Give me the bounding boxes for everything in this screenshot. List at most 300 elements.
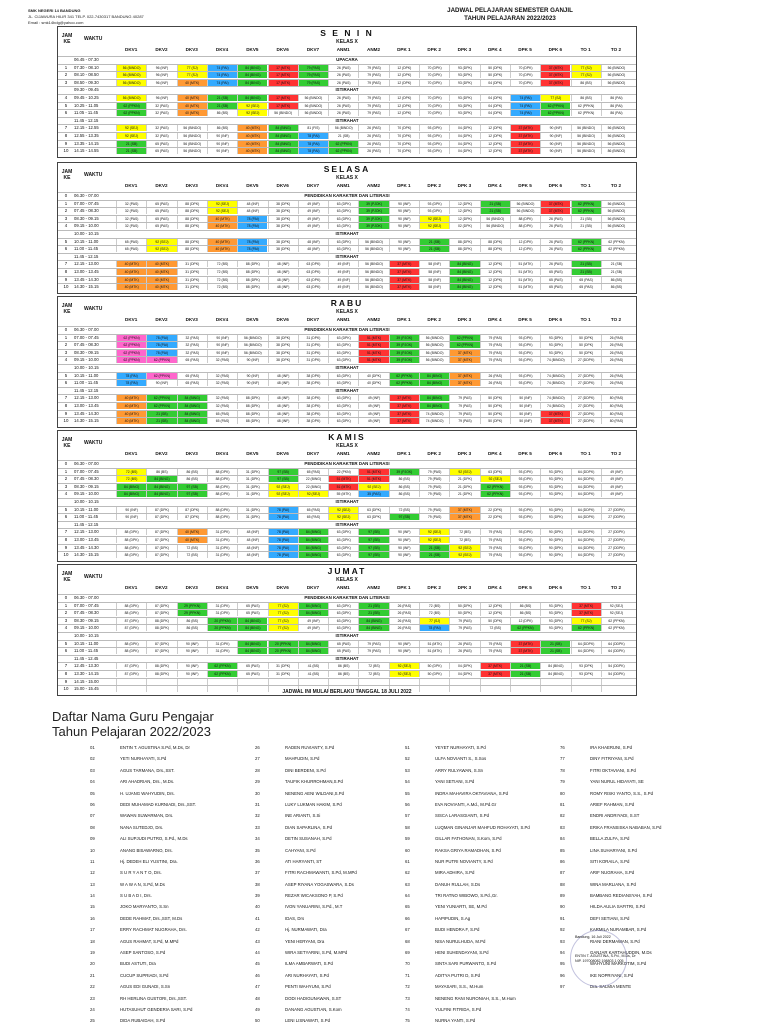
teacher-item [560,833,710,844]
schedule-cell: 21 (SB) [601,261,631,267]
schedule-cell: 74 (BINDO) [540,403,570,409]
schedule-cell: 56 (BINDO) [358,239,388,245]
schedule-cell: 38 (DPK) [268,208,298,214]
schedule-cell: 79 (PAS) [358,110,388,116]
schedule-cell: 93 (DPK) [571,671,601,677]
schedule-row [58,417,636,424]
schedule-row [58,140,636,147]
schedule-row [58,379,636,386]
teacher-item [405,856,555,867]
schedule-cell: 21 (SB) [571,261,601,267]
schedule-cell: 65 (PAS) [571,277,601,283]
teacher-number: 08 [90,824,95,830]
teacher-item [560,765,710,776]
schedule-cell: 12 (DPK) [480,603,510,609]
teacher-name: HUTASUHUT GENDERIA SARI, S.Pd [120,1006,193,1012]
teacher-name: IVON YANUARINI, S.Pd., M.T [285,904,343,910]
schedule-cell: 86 (BS) [146,469,176,475]
schedule-cell: 65 (PAS) [116,246,146,252]
schedule-cell: 56 (BINDO) [601,133,631,139]
teacher-name: DANUH RULLAH, S.Ds [435,881,481,887]
schedule-cell: 65 (PAS) [298,507,328,513]
schedule-cell: 86 (BS) [571,95,601,101]
schedule-cell: 55 (MTK) [328,491,358,497]
teacher-number: 65 [405,904,410,910]
kelas-label: KELAS X [336,175,358,181]
period-number: 6 [64,246,68,252]
schedule-cell: 49 (INF) [298,216,328,222]
column-header: DPK 3 [457,183,472,188]
schedule-row [58,609,636,616]
schedule-cell: 87 (DPK) [146,603,176,609]
schedule-cell: 63 (DPK) [328,216,358,222]
schedule-cell [268,679,298,685]
period-time: 08.30 - 09.15 [74,617,99,623]
teacher-name: YEYET NURHAYATI, S.Pd [435,745,486,750]
schedule-banner-row [58,86,636,93]
column-header: DPK 6 [548,47,563,52]
teacher-item [560,742,710,753]
schedule-cell: 63 (DPK) [328,350,358,356]
schedule-cell: 50 (INF) [510,395,540,401]
schedule-row [58,276,636,283]
schedule-cell: 88 (DPK) [237,269,267,275]
signature-nip: NIP. 197008082 198803 1 005 [575,959,624,963]
column-header: DKV6 [276,451,289,456]
schedule-cell: 81 (FIS) [298,125,328,131]
schedule-cell: 50 (DPK) [571,342,601,348]
schedule-cell: 90 (DPK) [540,537,570,543]
schedule-cell: 51 (MTK) [358,469,388,475]
teacher-number: 47 [255,984,260,990]
schedule-cell: 26 (PAS) [328,80,358,86]
schedule-cell: 32 (PAS) [146,125,176,131]
teacher-number: 12 [90,870,95,876]
schedule-cell: 32 (PAS) [116,216,146,222]
period-number: 2 [64,72,68,78]
schedule-cell: 77 (SJ) [571,65,601,71]
schedule-cell: 90 (INF) [389,201,419,207]
column-header: DKV1 [125,585,138,590]
schedule-cell: 84 (BING) [298,552,328,558]
schedule-cell: 56 (BINDO) [358,284,388,290]
schedule-cell: 88 (DPK) [177,239,207,245]
schedule-cell: 26 (PAS) [540,216,570,222]
schedule-cell: 74 (BINDO) [419,418,449,424]
schedule-cell: 50 (DPK) [419,663,449,669]
schedule-cell: 63 (DPK) [328,373,358,379]
schedule-cell [480,679,510,685]
teacher-item [255,765,405,776]
schedule-cell: 26 (PAS) [540,246,570,252]
schedule-cell: 90 (DPK) [540,552,570,558]
teacher-item [405,936,555,947]
column-header: DPK 1 [397,317,411,322]
schedule-cell: 49 (INF) [601,491,631,497]
teacher-item [560,867,710,878]
schedule-cell: 64 (DDPK) [571,476,601,482]
schedule-cell: 62 (PPKN) [207,663,237,669]
schedule-cell: 39 (PJOK) [389,350,419,356]
schedule-cell: 50 (DPK) [571,350,601,356]
schedule-cell: 74 (PAI) [510,103,540,109]
teacher-name: DINY FITRIYANI, S.Pd [590,756,634,762]
schedule-cell: 65 (PAS) [328,641,358,647]
column-header: DKV4 [215,451,229,456]
teacher-item [90,890,240,901]
teacher-number: 56 [405,801,410,807]
schedule-cell: 64 (DDPK) [571,507,601,513]
schedule-row [58,662,636,669]
schedule-cell: 93 (DPK) [510,357,540,363]
period-number: 5 [64,372,68,378]
schedule-cell: 56 (BINDO) [116,72,146,78]
period-time: 11.00 - 11.45 [74,380,99,386]
schedule-cell: 50 (DPK) [449,603,479,609]
teacher-item [405,993,555,1004]
schedule-cell: 90 (INF) [389,239,419,245]
column-header: TO 2 [610,585,622,590]
period-time: 11.00 - 11.45 [74,514,99,520]
schedule-cell: 72 (BS) [207,269,237,275]
schedule-cell: 63 (DPK) [298,269,328,275]
teacher-number: 45 [255,961,260,967]
schedule-cell: 27 (DDPK) [571,418,601,424]
schedule-cell: 65 (PAS) [298,469,328,475]
schedule-cell: 65 (PAS) [177,380,207,386]
schedule-row [58,506,636,513]
schedule-cell: 74 (PAI) [510,95,540,101]
schedule-cell: 37 (MTK) [571,603,601,609]
schedule-cell: 27 (DDPK) [571,395,601,401]
schedule-cell: 63 (DPK) [328,335,358,341]
schedule-cell: 12 (DPK) [389,95,419,101]
schedule-cell: 74 (PAI) [510,110,540,116]
schedule-cell: 49 (INF) [328,269,358,275]
period-time: 11.45 - 12.15 [74,117,99,123]
schedule-cell: 93 (DPK) [419,201,449,207]
schedule-cell: 88 (DPK) [480,246,510,252]
schedule-cell: 84 (BING) [116,484,146,490]
teacher-item [255,799,405,810]
schedule-cell: 86 (BS) [389,491,419,497]
teacher-name: ILMA AMBARWATI, S.Pd [285,961,333,967]
schedule-cell: 74 (BINDO) [540,373,570,379]
schedule-cell: 90 (INF) [207,141,237,147]
schedule-cell: 49 (INF) [328,261,358,267]
column-header: DPK 5 [518,585,532,590]
schedule-cell: 21 (SB) [540,648,570,654]
schedule-cell: 20 (PPKN) [207,625,237,631]
schedule-cell: 22 (BING) [298,476,328,482]
teacher-item [560,981,710,992]
column-header: DKV3 [185,183,198,188]
column-header: DKV4 [215,317,229,322]
teacher-number: 86 [560,858,565,864]
column-header: DPK 2 [427,47,441,52]
schedule-cell: 21 (SB) [540,641,570,647]
schedule-cell: 65 (PAS) [571,284,601,290]
schedule-cell: 31 (DPK) [207,641,237,647]
teacher-number: 84 [560,836,565,842]
schedule-cell: 92 (SEJ) [419,529,449,535]
period-time: 09.15 - 10.00 [74,223,99,229]
schedule-cell: 93 (DPK) [540,469,570,475]
schedule-cell: 88 (DPK) [237,418,267,424]
schedule-cell: 77 (SJ) [177,65,207,71]
teacher-number: 53 [405,767,410,773]
schedule-cell: 40 (MTK) [237,141,267,147]
schedule-banner-row [58,326,636,333]
schedule-cell: 40 (MTK) [177,80,207,86]
schedule-cell: 38 (DPK) [268,350,298,356]
schedule-cell: 41 (BS) [298,663,328,669]
schedule-cell: 96 (INF) [146,80,176,86]
schedule-cell: 31 (DPK) [207,537,237,543]
teacher-number: 88 [560,881,565,887]
column-header: DKV2 [155,585,168,590]
teacher-number: 13 [90,881,95,887]
schedule-tables [57,26,637,696]
schedule-cell: 79 (PAS) [358,95,388,101]
schedule-cell: 62 (PPKN) [540,110,570,116]
teacher-number: 37 [255,870,260,876]
schedule-cell: 31 (DPK) [298,350,328,356]
teacher-name: YANI NURUL HIDAYATI, SE [590,779,644,785]
teacher-number: 07 [90,813,95,819]
teacher-item [90,845,240,856]
schedule-cell: 93 (DPK) [510,484,540,490]
schedule-cell: 31 (DPK) [207,648,237,654]
schedule-cell: 40 (MTK) [116,277,146,283]
teacher-name: CAHYANI, S.Pd [285,847,316,853]
teacher-name: TAUFIK KHURROHMAN,S.Pd [285,779,343,785]
schedule-cell: 37 (MTK) [510,648,540,654]
schedule-cell: 26 (PAS) [389,603,419,609]
schedule-cell: 93 (DPK) [419,141,449,147]
teacher-name: SITI KORAILA, S.Pd [590,858,630,864]
schedule-cell: 86 (BINDO) [601,148,631,154]
schedule-cell: 51 (MTK) [328,484,358,490]
schedule-cell: 90 (INF) [207,335,237,341]
school-name: SMK NEGERI 14 BANDUNG [28,8,81,13]
schedule-row [58,602,636,609]
teacher-number: 77 [560,756,565,762]
teacher-name: H. UJANG WAHYUDIN, Drs. [120,790,175,796]
teacher-name: HAPIPUDIN, S.Ag [435,915,471,921]
teacher-name: ARI NURHAYATI, S.Pd [285,972,329,978]
schedule-cell: 84 (BING) [298,641,328,647]
teacher-number: 82 [560,813,565,819]
schedule-cell: 78 (PAI) [146,335,176,341]
schedule-cell: 56 (BINDO) [177,125,207,131]
period-number: 2 [64,342,68,348]
period-time: 06.30 - 07.00 [74,193,99,198]
column-header: DPK 2 [427,585,441,590]
schedule-cell: 92 (SEJ) [116,133,146,139]
schedule-cell: 87 (DPK) [116,625,146,631]
period-time: 08.30 - 09.15 [74,215,99,221]
schedule-cell: 22 (DPK) [480,507,510,513]
teacher-number: 06 [90,801,95,807]
schedule-cell: 40 (MTK) [237,148,267,154]
schedule-cell: 40 (MTK) [116,261,146,267]
schedule-cell: 86 (BS) [601,284,631,290]
teacher-number: 40 [255,904,260,910]
schedule-cell: 70 (DPK) [389,125,419,131]
teacher-number: 62 [405,870,410,876]
schedule-cell: 37 (MTK) [540,208,570,214]
schedule-cell: 12 (DPK) [480,269,510,275]
period-time: 09.45 - 10.25 [74,95,99,100]
waktu-header: WAKTU [84,306,103,312]
column-header: DPK 5 [518,183,532,188]
schedule-cell: 21 (SB) [571,223,601,229]
schedule-cell: 84 (BING) [540,663,570,669]
schedule-cell: 48 (INF) [237,537,267,543]
schedule-cell: 92 (SEJ) [601,610,631,616]
column-header: DKV5 [246,47,259,52]
schedule-cell: 40 (MTK) [116,418,146,424]
teacher-column [90,742,240,1027]
schedule-cell: 87 (DPK) [146,648,176,654]
schedule-cell: 62 (PPKN) [207,671,237,677]
schedule-cell: 79 (PAS) [480,357,510,363]
schedule-cell: 38 (DPK) [268,201,298,207]
schedule-cell: 12 (DPK) [449,201,479,207]
schedule-cell: 37 (MTK) [449,357,479,363]
period-time: 07.00 - 07.45 [74,468,99,474]
period-time: 08.30 - 09.15 [74,483,99,489]
schedule-cell: 79 (PAS) [449,625,479,631]
column-header: DKV6 [276,47,289,52]
schedule-cell: 65 (PAS) [146,201,176,207]
schedule-cell: 84 (BING) [116,491,146,497]
schedule-cell: 49 (INF) [358,395,388,401]
schedule-cell: 79 (PAS) [480,342,510,348]
schedule-cell: 93 (DPK) [540,618,570,624]
teacher-item [255,970,405,981]
schedule-cell: 86 (BS) [389,484,419,490]
schedule-cell: 31 (DPK) [207,545,237,551]
schedule-cell: 84 (BING) [237,72,267,78]
schedule-cell: 50 (INF) [510,418,540,424]
schedule-cell: 79 (PAS) [480,529,510,535]
period-number: 1 [64,200,68,206]
schedule-cell: 86 (PAI) [601,103,631,109]
schedule-cell: 86 (BS) [328,663,358,669]
schedule-cell: 87 (DPK) [146,537,176,543]
schedule-cell: 49 (INF) [601,484,631,490]
schedule-cell: 78 (PAI) [237,223,267,229]
teacher-number: 38 [255,881,260,887]
schedule-cell: 78 (PAI) [116,380,146,386]
teacher-name: NURNA YANTI, S.Pd [435,1018,476,1024]
schedule-cell: 90 (INF) [207,133,237,139]
schedule-banner-row [58,521,636,528]
schedule-cell: 26 (PAS) [540,261,570,267]
schedule-cell: 90 (INF) [540,125,570,131]
teacher-item [255,833,405,844]
column-header: TO 1 [580,47,591,52]
period-time: 14.15 - 14.55 [74,148,99,154]
schedule-cell: 26 (PAS) [358,148,388,154]
schedule-cell: 21 (SB) [146,418,176,424]
schedule-cell: 54 (DDPK) [601,671,631,677]
period-number: 3 [64,483,68,489]
teacher-number: 15 [90,904,95,910]
schedule-cell: 64 (DDPK) [571,484,601,490]
period-number: 3 [64,79,68,85]
schedule-cell: 72 (BS) [358,671,388,677]
schedule-cell: 86 (PAI) [601,110,631,116]
schedule-row [58,238,636,245]
schedule-cell: 92 (SEJ) [358,484,388,490]
day-table [57,564,637,696]
period-time: 14.15 - 15.00 [74,678,99,684]
schedule-cell: 97 (SB) [268,469,298,475]
teacher-number: 60 [405,847,410,853]
teacher-name: IRA KHAERUNI, S.Pd [590,745,633,750]
column-header: ANM1 [336,317,350,322]
schedule-cell: 70 (DPK) [389,141,419,147]
teacher-item [405,890,555,901]
schedule-cell: 90 (INF) [177,663,207,669]
period-number: 10 [63,148,69,154]
schedule-cell: 93 (DPK) [540,625,570,631]
teacher-item [405,833,555,844]
column-header: DPK 3 [457,451,472,456]
schedule-cell: 63 (DPK) [328,610,358,616]
period-number: 0 [64,461,68,466]
period-number: 9 [64,410,68,416]
schedule-cell: 56 (BINDO) [419,357,449,363]
schedule-cell: 38 (DPK) [298,380,328,386]
schedule-cell: 26 (PAS) [601,350,631,356]
schedule-cell: 50 (DPK) [480,72,510,78]
schedule-cell: 63 (DPK) [328,625,358,631]
schedule-cell: 70 (DPK) [389,148,419,154]
period-time: 13.45 - 14.30 [74,544,99,550]
teacher-item [90,822,240,833]
teacher-item [255,753,405,764]
schedule-cell: 72 (BS) [419,610,449,616]
schedule-cell: 38 (DPK) [268,342,298,348]
schedule-cell: 50 (DPK) [480,403,510,409]
schedule-cell: 72 (BS) [449,529,479,535]
teacher-name: WINA MARLIANA, S.Pd [590,881,636,887]
teacher-item [560,788,710,799]
schedule-cell: 56 (BINDO) [601,65,631,71]
schedule-cell: 78 (PAI) [237,239,267,245]
schedule-cell: 31 (DPK) [298,335,328,341]
teacher-name: TRI RATNO WIBOWO, S.Pd.,Gr. [435,893,498,899]
schedule-cell: 77 (SJ) [268,625,298,631]
teacher-item [255,936,405,947]
period-time: 12.55 - 13.35 [74,133,99,138]
schedule-cell [419,679,449,685]
schedule-cell: 56 (BINDO) [237,342,267,348]
schedule-cell: 37 (MTK) [389,395,419,401]
schedule-cell: 92 (SEJ) [237,110,267,116]
schedule-cell: 50 (DPK) [480,411,510,417]
schedule-cell: 62 (PPKN) [146,373,176,379]
schedule-cell: 40 (MTK) [237,133,267,139]
schedule-cell: 38 (DPK) [298,395,328,401]
teacher-number: 44 [255,950,260,956]
teacher-name: ENTIN T. AGUSTINA S.Pd, M.Ds, Dr [120,745,190,750]
schedule-cell: 87 (DPK) [146,641,176,647]
